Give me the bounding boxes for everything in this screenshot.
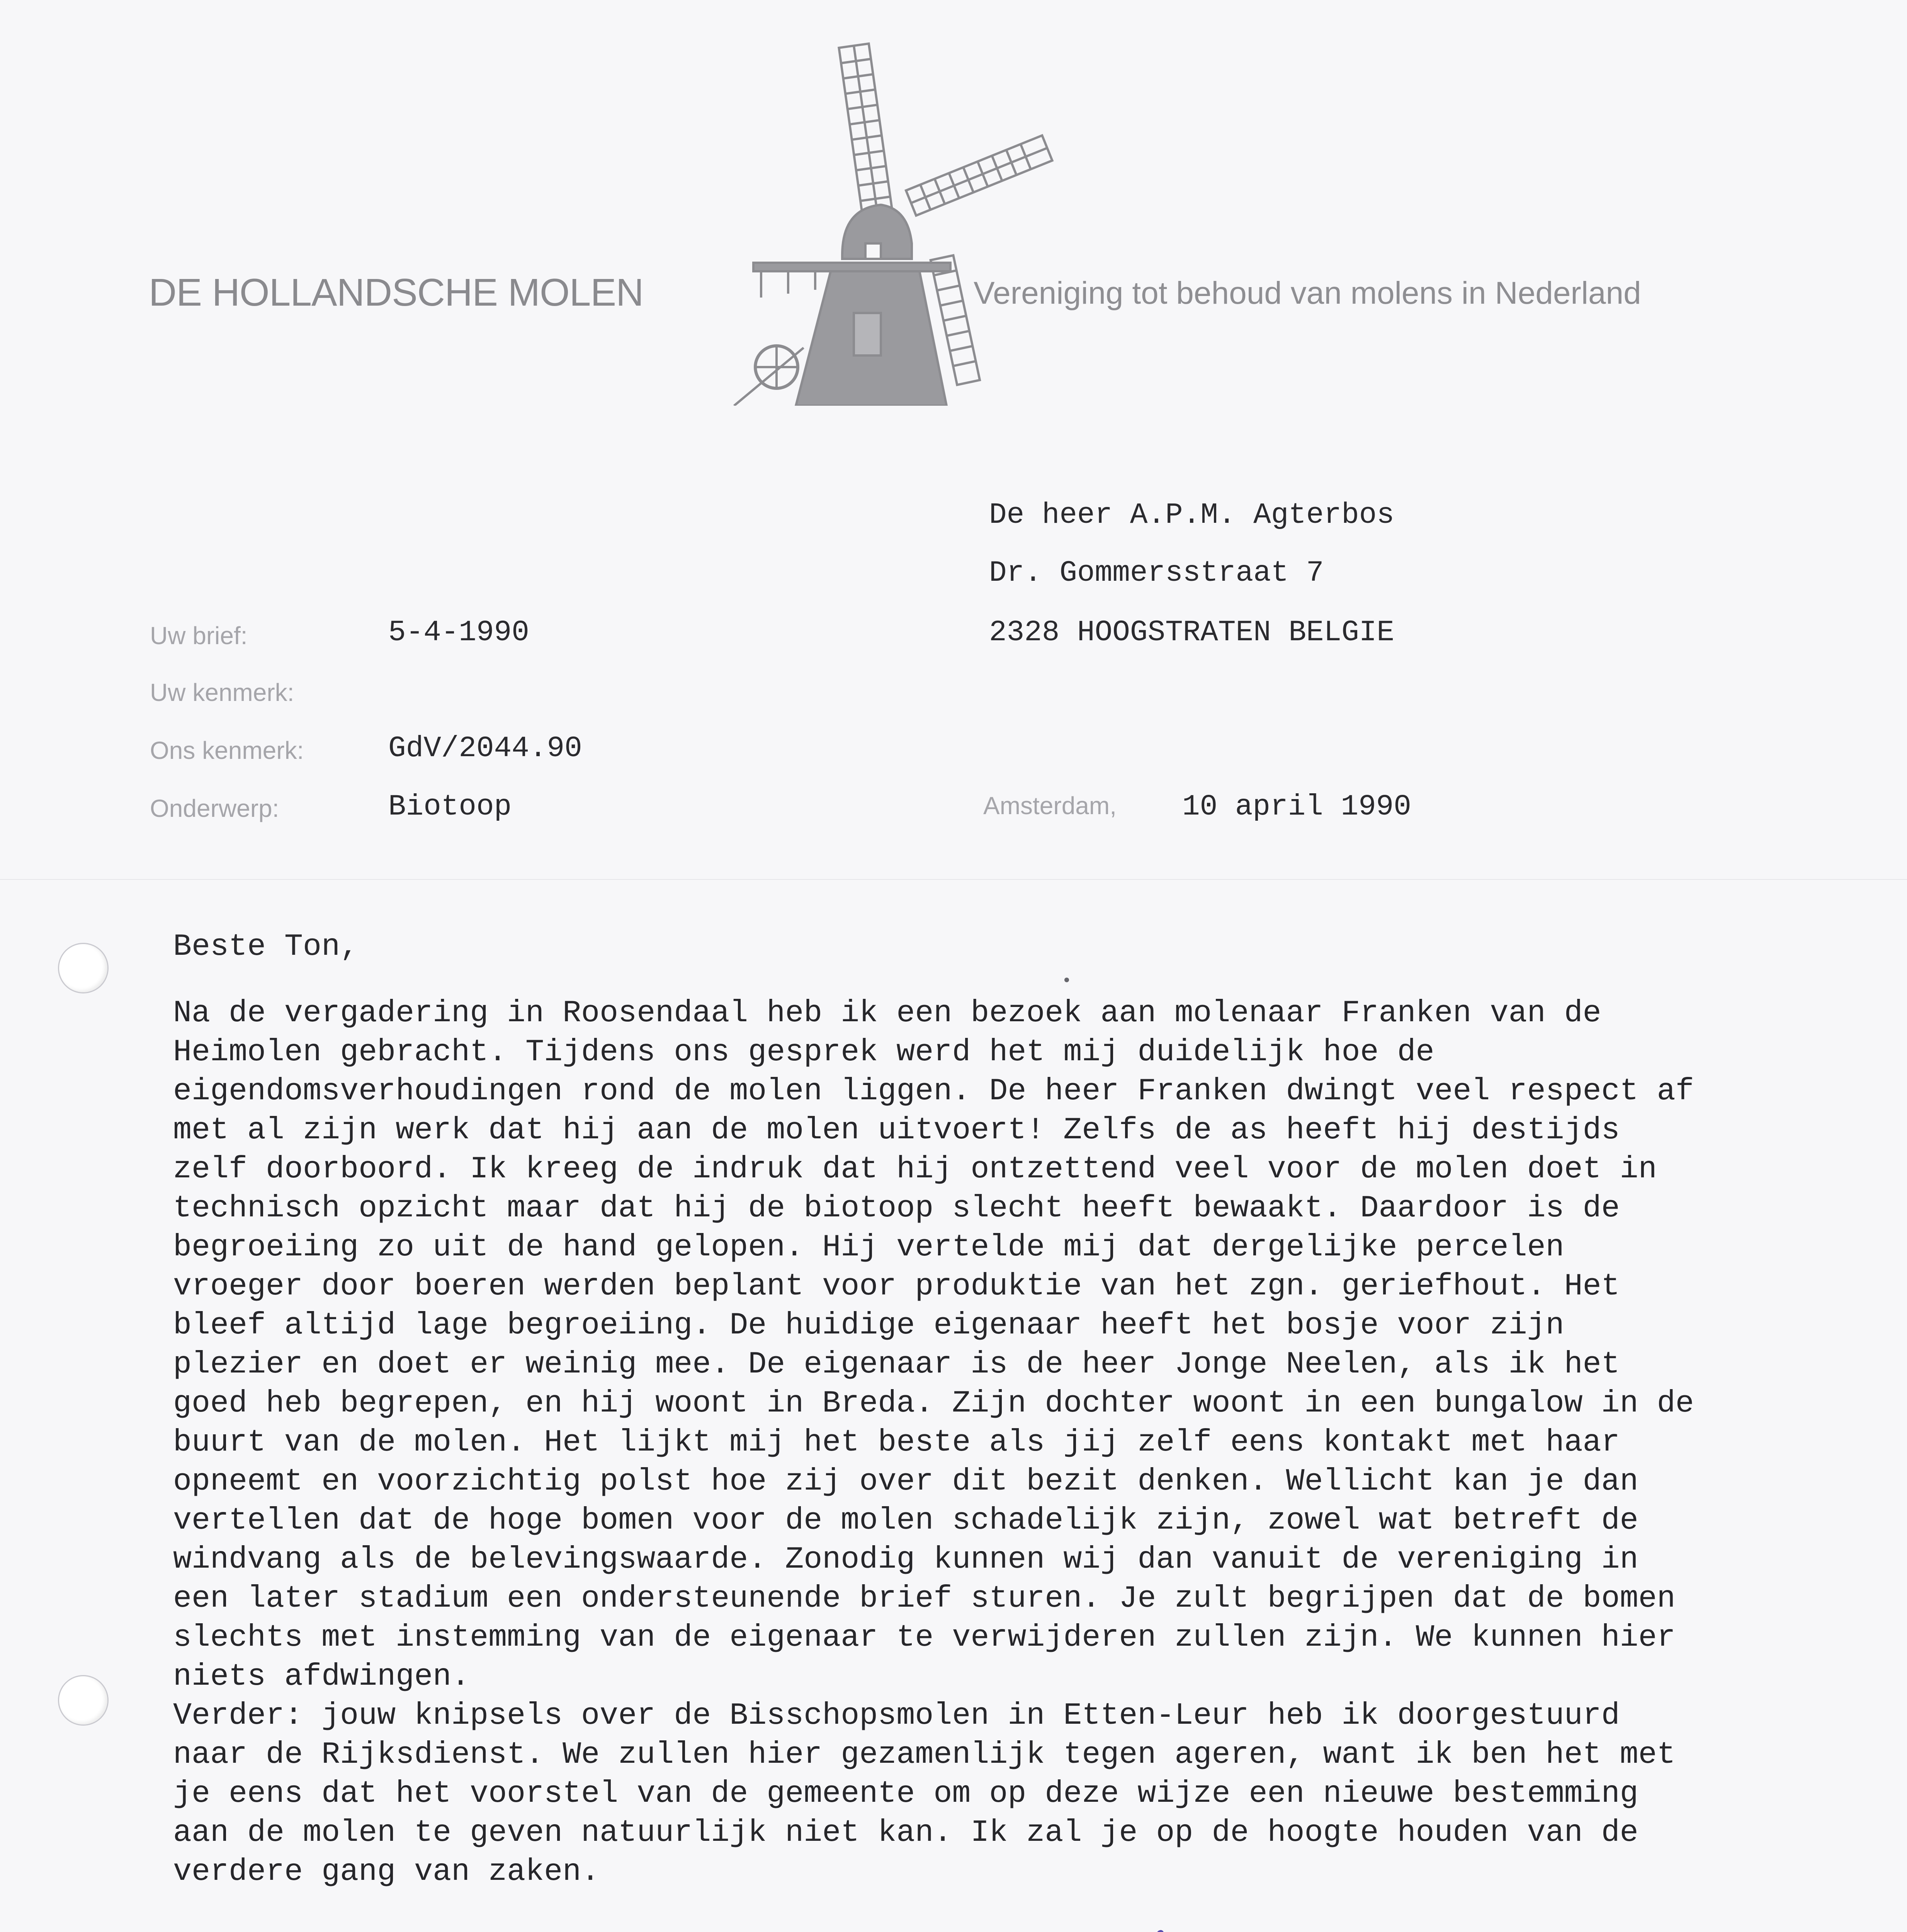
letter-body: Na de vergadering in Roosendaal heb ik een bezoek aan molenaar Franken van de Heimolen gebracht. Tijdens ons gesprek werd het mij duidelijk hoe de eigendomsverhoudingen rond de molen liggen. De heer Franken dwingt veel respect af met al zijn werk dat hij aan de molen uitvoert! Zelfs de as heeft hij destijds zelf doorboord. Ik kreeg de indruk dat hij ontzettend veel voor de molen doet in technisch opzicht maar dat hij de biotoop slecht heeft bewaakt. Daardoor is de begroeiing zo uit de hand gelopen. Hij vertelde mij dat dergelijke percelen vroeger door boeren werden beplant voor produktie van het zgn. geriefhout. Het bleef altijd lage begroeiing. De huidige eigenaar heeft het bosje voor zijn plezier en doet er weinig mee. De eigenaar is de heer Jonge Neelen, als ik het goed heb begrepen, en hij woont in Breda. Zijn dochter woont in een bungalow in de buurt van de molen. Het lijkt mij het beste als jij zelf eens kontakt met haar opneemt en voorzichtig polst hoe zij over dit bezit denken. Wellicht kan je dan vertellen dat de hoge bomen voor de molen schadelijk zijn, zowel wat betreft de windvang als de belevingswaarde. Zonodig kunnen wij dan vanuit de vereniging in een later stadium een ondersteunende brief sturen. Je zult begrijpen dat de bomen slechts met instemming van de eigenaar te verwijderen zullen zijn. We kunnen hier niets afdwingen. Verder: jouw knipsels over de Bisschopsmolen in Etten-Leur heb ik doorgestuurd naar de Rijksdienst. We zullen hier gezamenlijk tegen ageren, want ik ben het met je eens dat het voorstel van de gemeente om op deze wijze een nieuwe bestemming aan de molen te geven natuurlijk niet kan. Ik zal je op de hoogte houden van de verdere gang van zaken. [173, 996, 1694, 1889]
windmill-icon [726, 27, 1105, 406]
ons-kenmerk-label: Ons kenmerk: [150, 736, 304, 764]
recipient-street: Dr. Gommersstraat 7 [989, 556, 1324, 590]
ons-kenmerk-value: GdV/2044.90 [388, 732, 582, 765]
uw-kenmerk-label: Uw kenmerk: [150, 679, 294, 706]
place-label: Amsterdam, [983, 792, 1117, 820]
organization-name: DE HOLLANDSCHE MOLEN [149, 271, 644, 314]
paper-fold-line [0, 879, 1907, 880]
organization-tagline: Vereniging tot behoud van molens in Nederland [974, 276, 1641, 311]
letter-date: 10 april 1990 [1182, 790, 1411, 823]
uw-brief-label: Uw brief: [150, 622, 248, 650]
recipient-name: De heer A.P.M. Agterbos [989, 498, 1394, 532]
punch-hole-top [58, 943, 109, 993]
paper-speck [1064, 978, 1069, 982]
onderwerp-label: Onderwerp: [150, 794, 279, 822]
handwritten-signature [1093, 1917, 1464, 1932]
recipient-city: 2328 HOOGSTRATEN BELGIE [989, 616, 1394, 649]
onderwerp-value: Biotoop [388, 790, 512, 823]
salutation: Beste Ton, [173, 929, 359, 964]
uw-brief-value: 5-4-1990 [388, 616, 529, 649]
punch-hole-bottom [58, 1675, 109, 1726]
